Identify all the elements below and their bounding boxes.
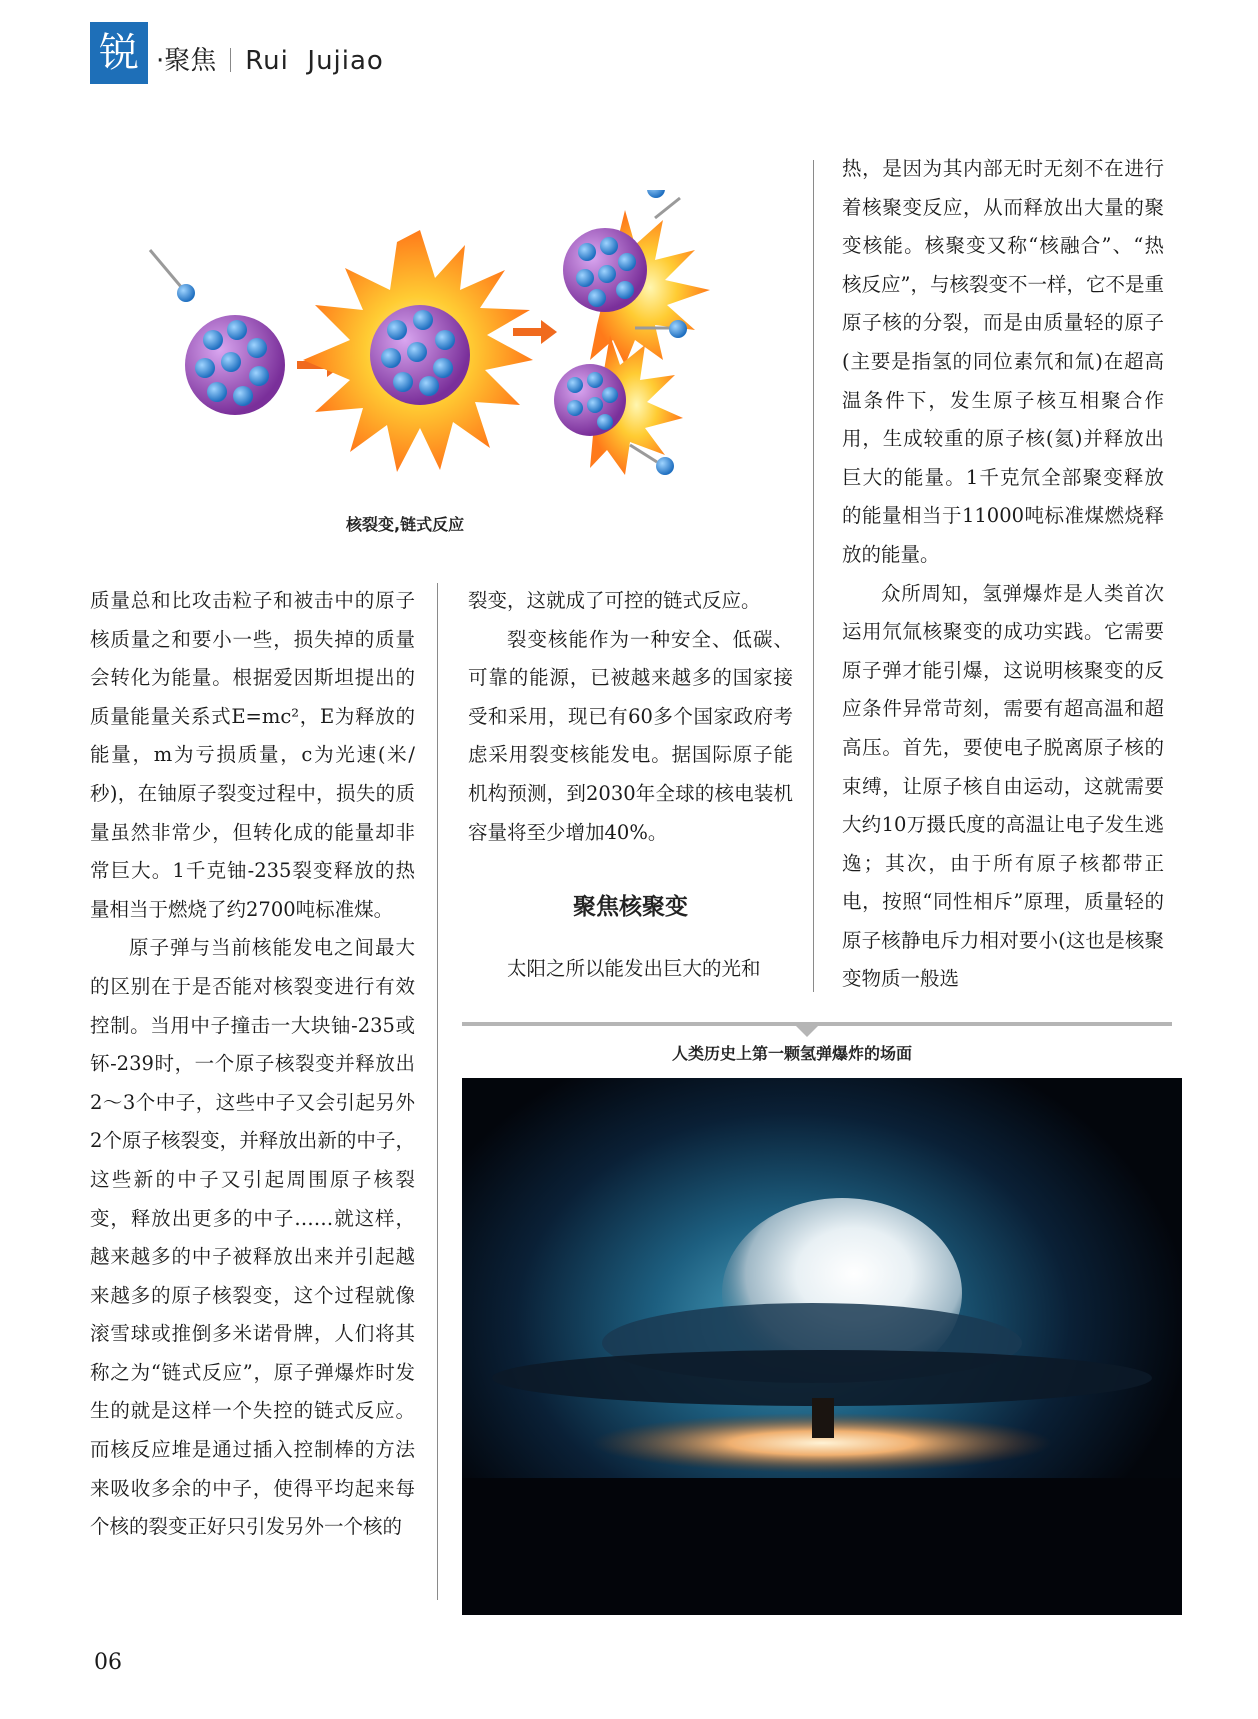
paragraph: 热，是因为其内部无时无刻不在进行着核聚变反应，从而释放出大量的聚变核能。核聚变又称“核融合”、“热核反应”，与核裂变不一样，它不是重原子核的分裂，而是由质量轻的原子(主要是指氢的同位素氘和氚)在超高温条件下，发生原子核互相聚合作用，生成较重的原子核(氦)并释放出巨大的能量。1千克氘全部聚变释放的能量相当于11000吨标准煤燃烧释放的能量。	[842, 157, 1164, 566]
neutron-trail	[655, 198, 680, 218]
emitted-neutron	[647, 190, 665, 198]
section-heading: 聚焦核聚变	[573, 894, 688, 921]
uranium-nucleus	[185, 315, 285, 415]
paragraph: 裂变，这就成了可控的链式反应。	[468, 589, 761, 612]
paragraph: 质量总和比攻击粒子和被击中的原子核质量之和要小一些，损失掉的质量会转化为能量。根据爱因斯坦提出的质量能量关系式E=mc²，E为释放的能量，m为亏损质量，c为光速(米/秒)，在铀原子裂变过程中，损失的质量虽然非常少，但转化成的能量却非常巨大。1千克铀-235裂变释放的热量相当于燃烧了约2700吨标准煤。	[90, 589, 415, 921]
fission-fragment	[554, 335, 683, 475]
section-logo: 锐	[90, 22, 148, 84]
column-divider	[813, 160, 814, 992]
hbomb-explosion-image	[462, 1078, 1182, 1615]
column-left	[90, 582, 415, 1547]
emitted-neutron	[669, 320, 687, 338]
column-middle	[468, 582, 793, 989]
fission-figure	[135, 190, 775, 545]
emitted-neutron	[656, 457, 674, 475]
paragraph: 太阳之所以能发出巨大的光和	[507, 957, 761, 981]
page-number: 06	[94, 1650, 122, 1675]
paragraph: 众所周知，氢弹爆炸是人类首次运用氘氚核聚变的成功实践。它需要原子弹才能引爆，这说明核聚变的反应条件异常苛刻，需要有超高温和超高压。首先，要使电子脱离原子核的束缚，让原子核自由运动，这就需要大约10万摄氏度的高温让电子发生逃逸；其次，由于所有原子核都带正电，按照“同性相斥”原理，质量轻的原子核静电斥力相对要小(这也是核聚变物质一般选	[842, 581, 1164, 991]
hbomb-photo-caption: 人类历史上第一颗氢弹爆炸的场面	[672, 1044, 913, 1063]
column-divider	[437, 583, 438, 1600]
paragraph: 裂变核能作为一种安全、低碳、可靠的能源，已被越来越多的国家接受和采用，现已有60多个国家政府考虑采用裂变核能发电。据国际原子能机构预测，到2030年全球的核电装机容量将至少增加40%。	[468, 627, 793, 844]
column-right	[842, 150, 1164, 999]
fission-fragment	[563, 210, 710, 365]
fission-illustration	[135, 190, 775, 545]
fission-figure-caption: 核裂变,链式反应	[346, 515, 465, 534]
paragraph: 原子弹与当前核能发电之间最大的区别在于是否能对核裂变进行有效控制。当用中子撞击一大块铀-235或钚-239时，一个原子核裂变并释放出2～3个中子，这些中子又会引起另外2个原子核裂变，并释放出新的中子，这些新的中子又引起周围原子核裂变，释放出更多的中子……就这样，越来越多的中子被释放出来并引起越来越多的原子核裂变，这个过程就像滚雪球或推倒多米诺骨牌，人们将其称之为“链式反应”，原子弹爆炸时发生的就是这样一个失控的链式反应。而核反应堆是通过插入控制棒的方法来吸收多余的中子，使得平均起来每个核的裂变正好只引发另外一个核的	[90, 936, 415, 1539]
arrow-icon	[513, 320, 557, 344]
caption-pointer	[796, 1026, 818, 1037]
neutron-trail	[150, 250, 182, 288]
fission-burst	[303, 230, 533, 472]
hbomb-photo	[462, 1078, 1182, 1615]
section-name: ·聚焦	[156, 46, 217, 76]
incoming-neutron	[177, 284, 195, 302]
header-divider	[230, 48, 231, 72]
section-pinyin: Rui Jujiao	[245, 46, 384, 76]
section-header	[156, 40, 384, 77]
